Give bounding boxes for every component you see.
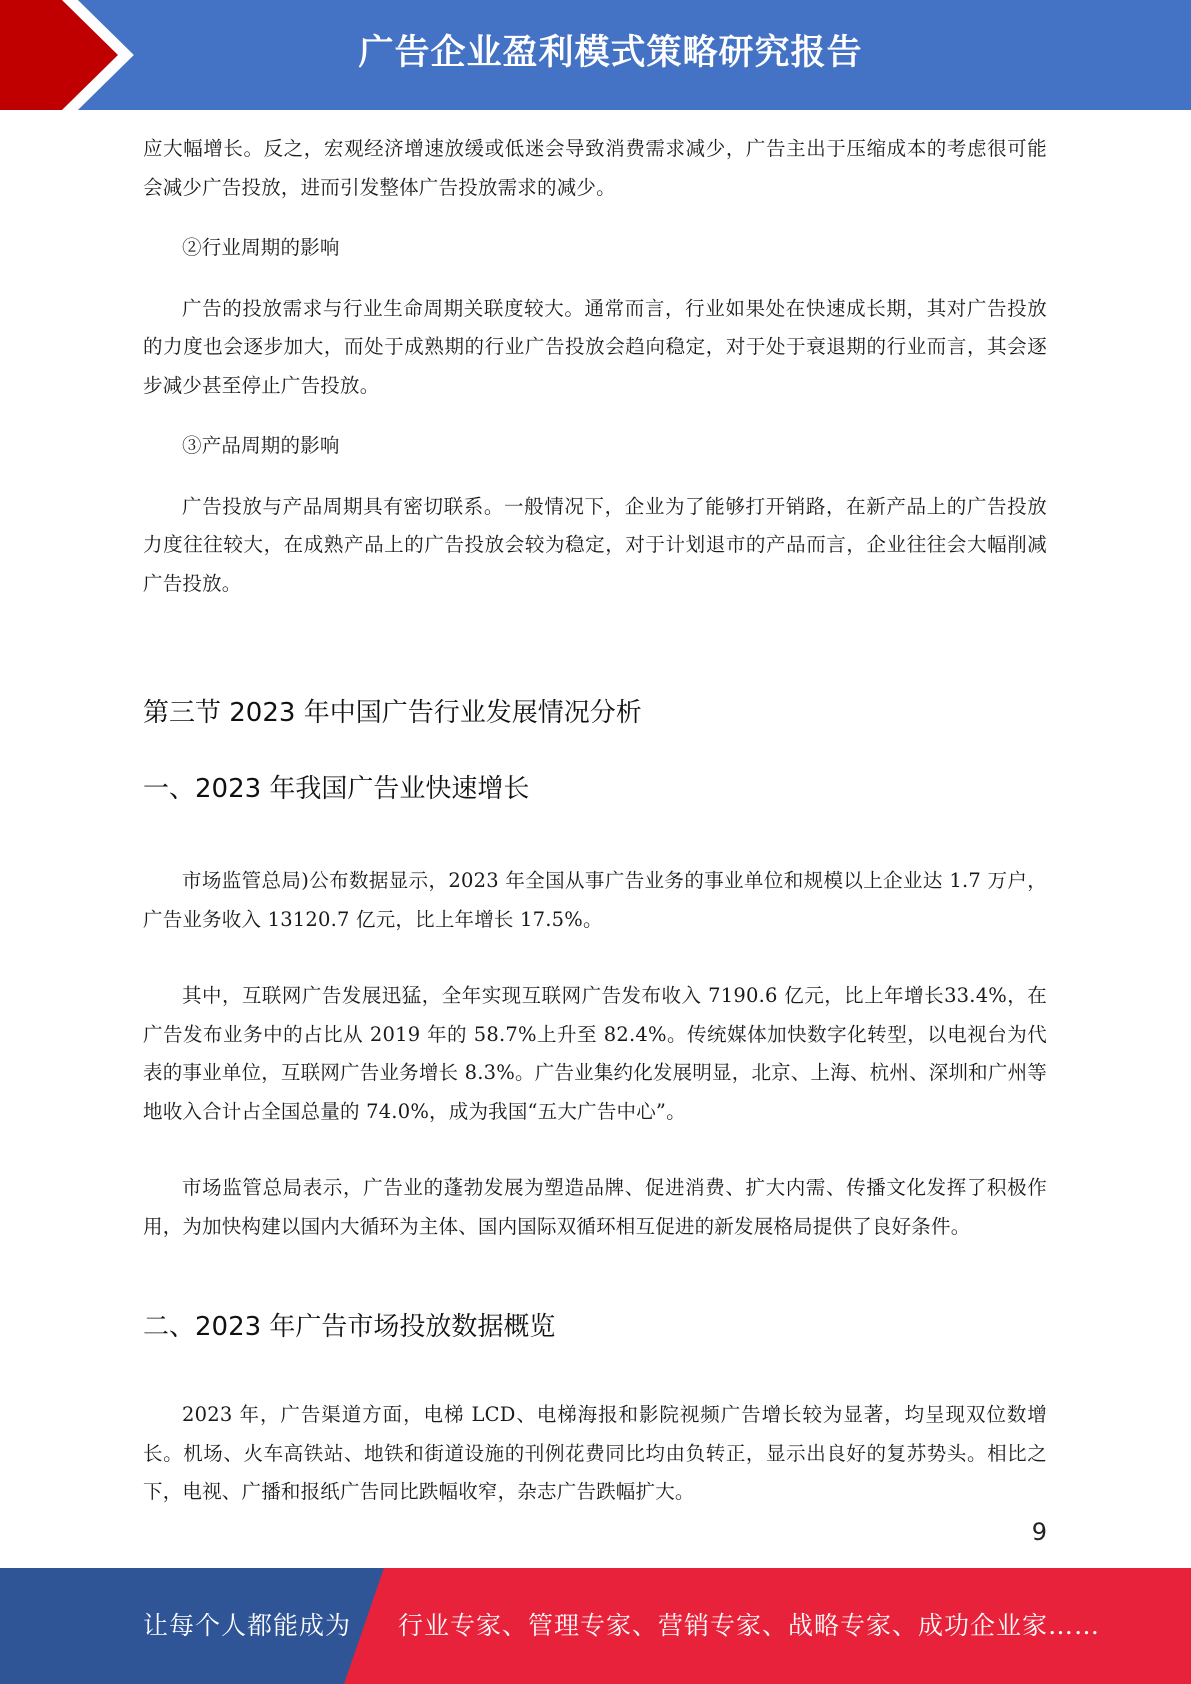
paragraph-ad-channels: 2023 年，广告渠道方面，电梯 LCD、电梯海报和影院视频广告增长较为显著，均呈现双位数增长。机场、火车高铁站、地铁和街道设施的刊例花费同比均由负转正，显示出良好的复苏势头。相比之下，电视、广播和报纸广告同比跌幅收窄，杂志广告跌幅扩大。 (143, 1403, 1047, 1503)
paragraph-internet-ads: 其中，互联网广告发展迅猛，全年实现互联网广告发布收入 7190.6 亿元，比上年增长33.4%，在广告发布业务中的占比从 2019 年的 58.7%上升至 82.4%。传统媒体加快数字化转型，以电视台为代表的事业单位，互联网广告业务增长 8.3%。广告业集约化发展明显，北京、上海、杭州、深圳和广州等地收入合计占全国总量的 74.0%，成为我国“五大广告中心”。 (143, 984, 1047, 1123)
paragraph-industry-cycle: 广告的投放需求与行业生命周期关联度较大。通常而言，行业如果处在快速成长期，其对广告投放的力度也会逐步加大，而处于成熟期的行业广告投放会趋向稳定，对于处于衰退期的行业而言，其会逐步减少甚至停止广告投放。 (143, 296, 1047, 397)
footer-slogan-right: 行业专家、管理专家、营销专家、战略专家、成功企业家…… (398, 1611, 1101, 1640)
footer-slogan-left: 让每个人都能成为 (143, 1611, 352, 1640)
paragraph-regulator-statement: 市场监管总局表示，广告业的蓬勃发展为塑造品牌、促进消费、扩大内需、传播文化发挥了积极作用，为加快构建以国内大循环为主体、国内国际双循环相互促进的新发展格局提供了良好条件。 (143, 1176, 1047, 1238)
page-header (0, 0, 1191, 110)
page-number: 9 (1031, 1518, 1047, 1546)
overview-section-body (143, 1396, 1047, 1512)
paragraph-product-cycle: 广告投放与产品周期具有密切联系。一般情况下，企业为了能够打开销路，在新产品上的广告投放力度往往较大，在成熟产品上的广告投放会较为稳定，对于计划退市的产品而言，企业往往会大幅削减广告投放。 (143, 494, 1047, 595)
subheading-product-cycle: ③产品周期的影响 (182, 434, 340, 457)
report-title: 广告企业盈利模式策略研究报告 (358, 33, 863, 73)
page-footer (0, 1568, 1191, 1684)
paragraph-continuation: 应大幅增长。反之，宏观经济增速放缓或低迷会导致消费需求减少，广告主出于压缩成本的考虑很可能会减少广告投放，进而引发整体广告投放需求的减少。 (143, 137, 1047, 199)
heading-growth: 一、2023 年我国广告业快速增长 (143, 774, 530, 804)
growth-section-body (143, 862, 1047, 1246)
paragraph-market-data: 市场监管总局)公布数据显示，2023 年全国从事广告业务的事业单位和规模以上企业达 1.7 万户，广告业务收入 13120.7 亿元，比上年增长 17.5%。 (143, 869, 1047, 931)
body-content (143, 130, 1047, 603)
heading-ad-overview: 二、2023 年广告市场投放数据概览 (143, 1312, 556, 1342)
section-title: 第三节 2023 年中国广告行业发展情况分析 (143, 698, 642, 728)
subheading-industry-cycle: ②行业周期的影响 (182, 236, 340, 259)
